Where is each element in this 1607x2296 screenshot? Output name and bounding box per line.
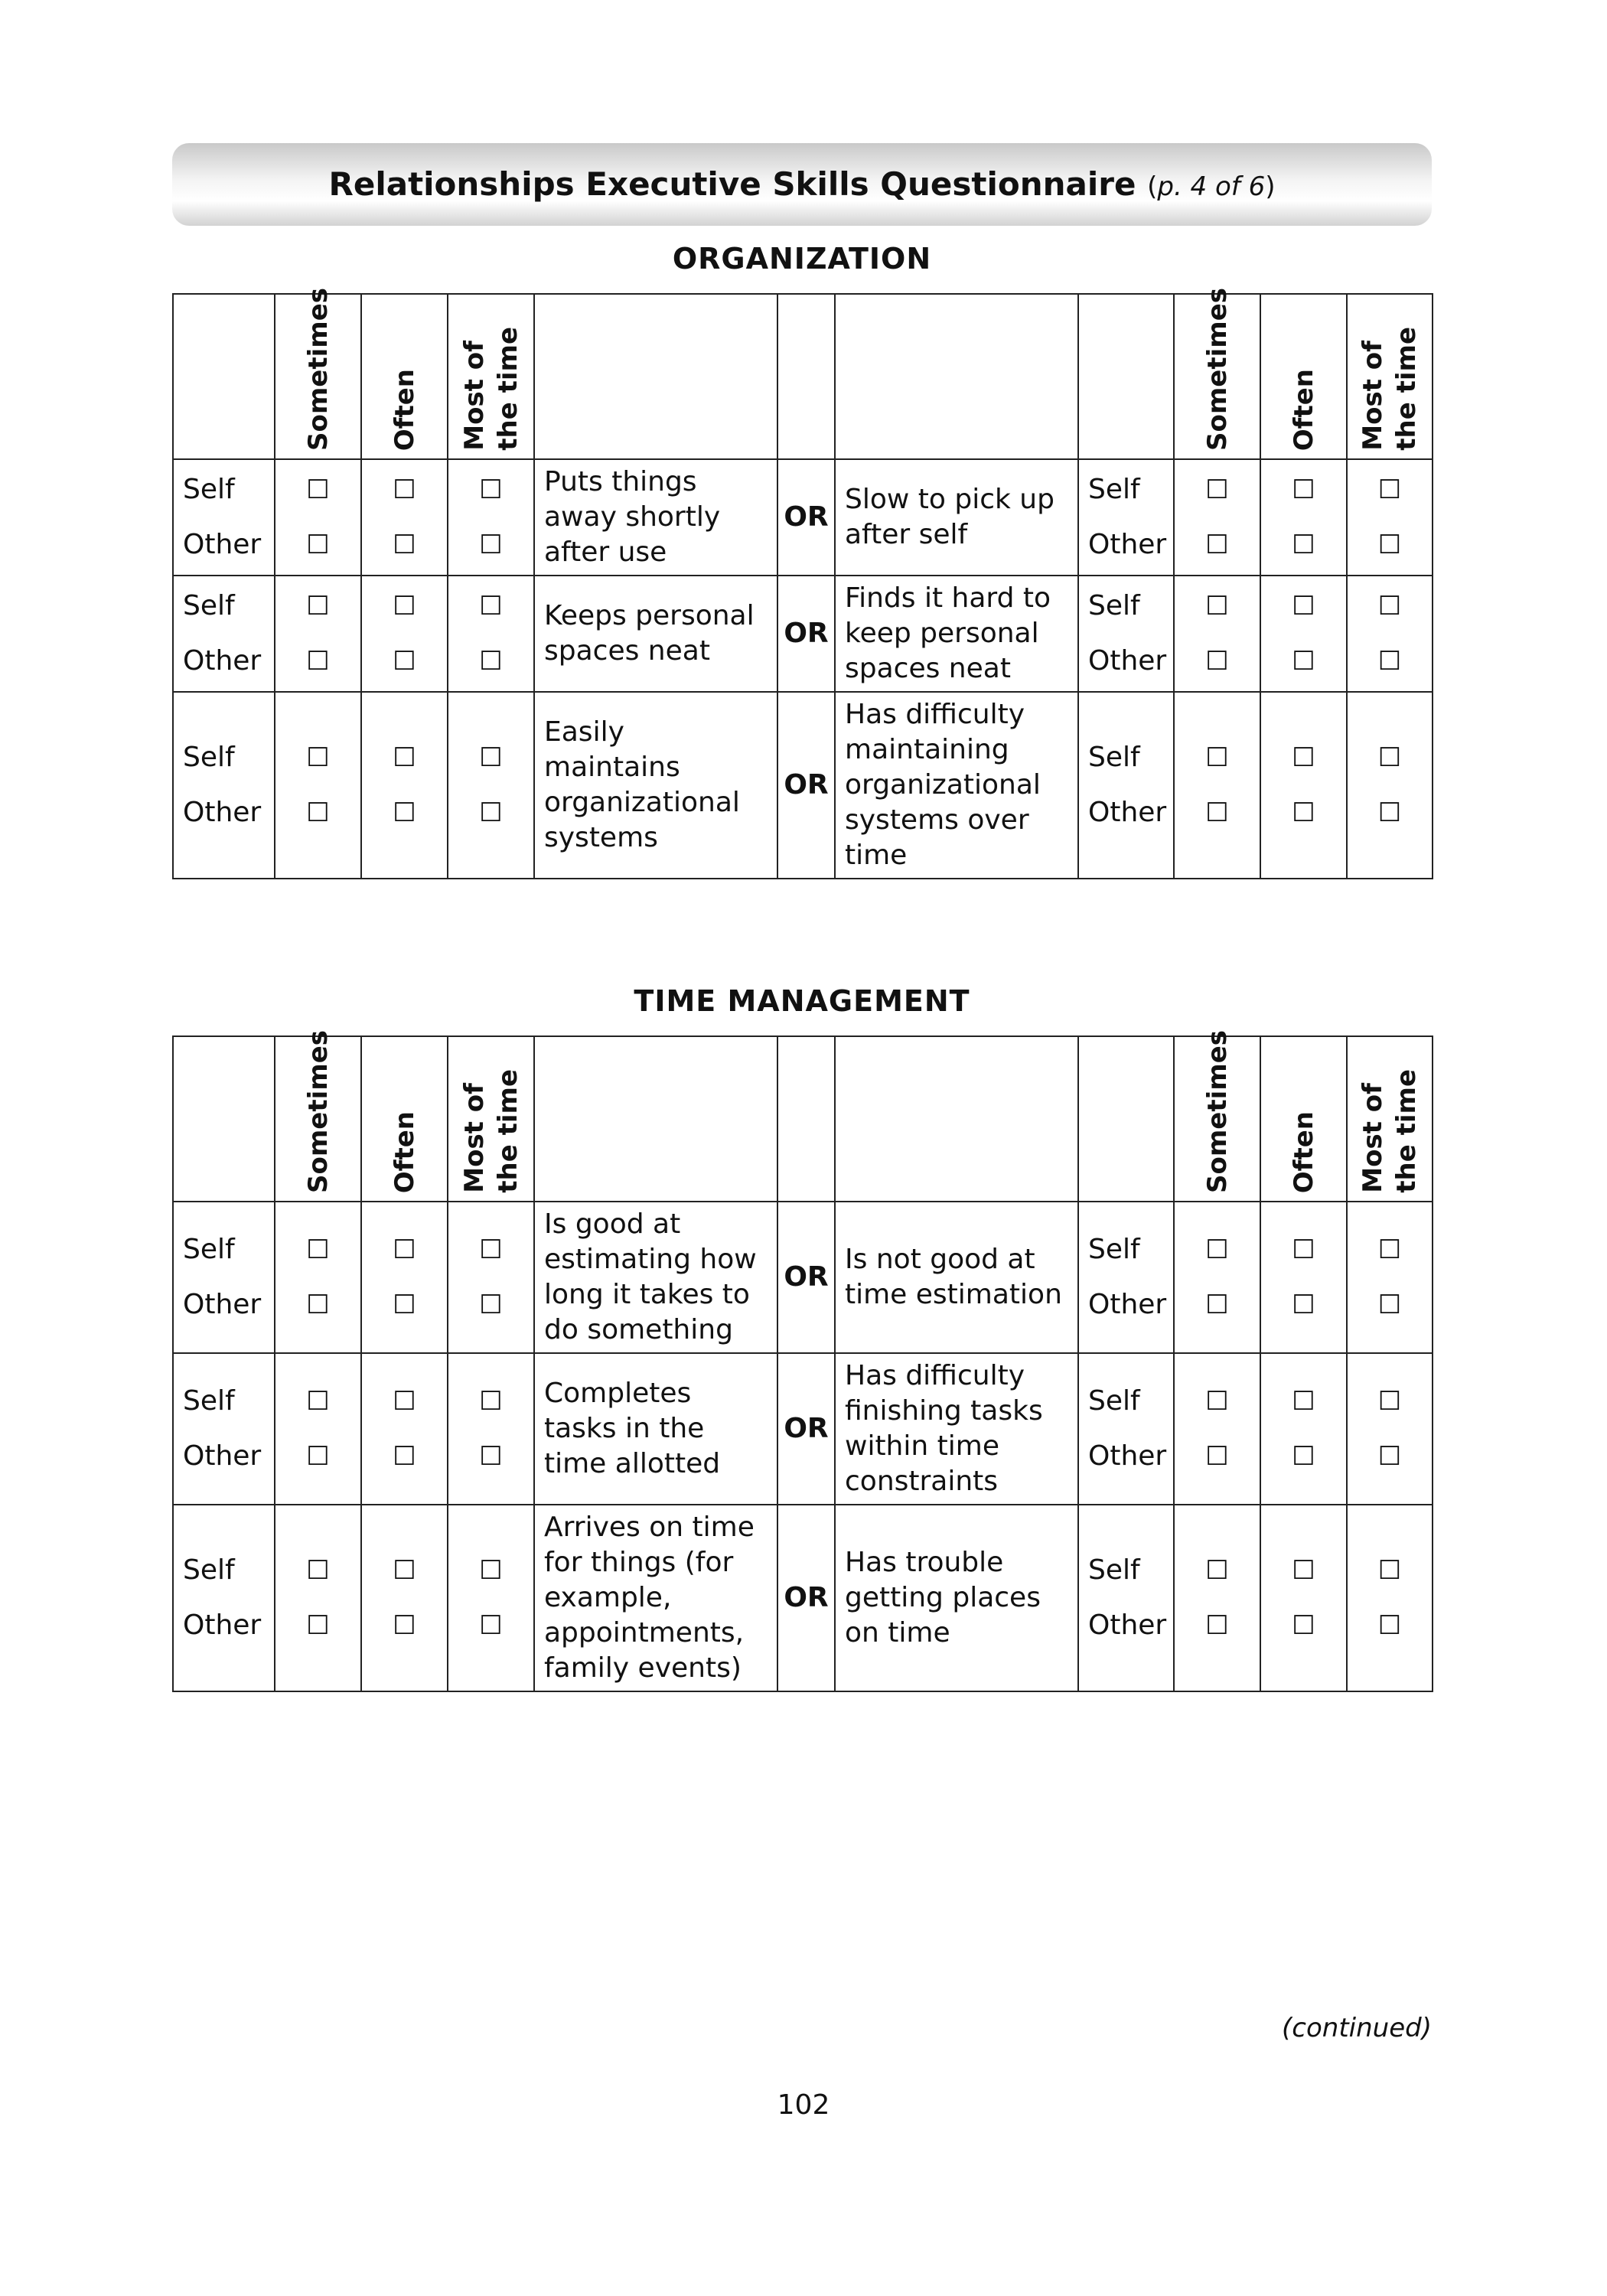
- left-sometimes-other-checkbox[interactable]: ☐: [306, 530, 330, 560]
- left-sometimes-self-checkbox[interactable]: ☐: [306, 475, 330, 505]
- self-label: Self: [1088, 474, 1140, 505]
- right-respondent-labels: [1078, 576, 1174, 692]
- left-most-other-checkbox[interactable]: ☐: [479, 1610, 503, 1641]
- self-label: Self: [1088, 1385, 1140, 1417]
- left-sometimes-self-checkbox[interactable]: ☐: [306, 591, 330, 621]
- negative-behavior: Finds it hard to keep personal spaces neat: [835, 576, 1078, 692]
- left-respondent-labels: [173, 1353, 275, 1505]
- other-label: Other: [183, 1609, 262, 1641]
- right-often-other-checkbox[interactable]: ☐: [1292, 646, 1315, 677]
- left-often-cell: [361, 692, 448, 879]
- right-most-other-checkbox[interactable]: ☐: [1377, 530, 1402, 560]
- header-cell: [1260, 294, 1347, 459]
- right-most-other-checkbox[interactable]: ☐: [1377, 1610, 1402, 1641]
- other-label: Other: [1088, 797, 1167, 828]
- positive-behavior: Easily maintains organizational systems: [534, 692, 777, 879]
- right-often-self-checkbox[interactable]: ☐: [1292, 591, 1315, 621]
- page-indicator: (p. 4 of 6): [1147, 171, 1276, 202]
- right-often-cell: [1260, 576, 1347, 692]
- header-cell: [448, 1036, 534, 1202]
- self-label: Self: [183, 1554, 235, 1586]
- right-sometimes-other-checkbox[interactable]: ☐: [1205, 1441, 1229, 1472]
- left-most-cell: [448, 1505, 534, 1691]
- right-often-self-checkbox[interactable]: ☐: [1292, 742, 1315, 773]
- other-label: Other: [1088, 1289, 1167, 1320]
- other-label: Other: [1088, 1609, 1167, 1641]
- right-most-self-checkbox[interactable]: ☐: [1377, 1234, 1402, 1265]
- left-sometimes-self-checkbox[interactable]: ☐: [306, 1386, 330, 1417]
- right-most-cell: [1347, 576, 1433, 692]
- header-cell: [777, 1036, 835, 1202]
- right-most-self-checkbox[interactable]: ☐: [1377, 1386, 1402, 1417]
- self-label: Self: [1088, 742, 1140, 773]
- right-respondent-labels: [1078, 1505, 1174, 1691]
- left-often-other-checkbox[interactable]: ☐: [393, 1441, 416, 1472]
- positive-behavior: Arrives on time for things (for example, appointments, family events): [534, 1505, 777, 1691]
- left-sometimes-other-checkbox[interactable]: ☐: [306, 1610, 330, 1641]
- left-often-cell: [361, 1505, 448, 1691]
- negative-behavior: Has difficulty finishing tasks within time constraints: [835, 1353, 1078, 1505]
- self-label: Self: [1088, 590, 1140, 621]
- right-often-other-checkbox[interactable]: ☐: [1292, 1290, 1315, 1320]
- header-cell: [1260, 1036, 1347, 1202]
- left-sometimes-other-checkbox[interactable]: ☐: [306, 646, 330, 677]
- right-most-other-checkbox[interactable]: ☐: [1377, 1441, 1402, 1472]
- other-label: Other: [1088, 645, 1167, 677]
- right-often-self-checkbox[interactable]: ☐: [1292, 1234, 1315, 1265]
- continued-note: (continued): [1282, 2013, 1432, 2043]
- left-most-self-checkbox[interactable]: ☐: [479, 742, 503, 773]
- left-often-self-checkbox[interactable]: ☐: [393, 591, 416, 621]
- right-sometimes-other-checkbox[interactable]: ☐: [1205, 1290, 1229, 1320]
- column-header-most: [448, 1037, 533, 1201]
- header-cell: [173, 1036, 275, 1202]
- other-label: Other: [183, 1440, 262, 1472]
- positive-behavior: Is good at estimating how long it takes to do something: [534, 1202, 777, 1353]
- column-header-often: [362, 1037, 447, 1201]
- right-sometimes-other-checkbox[interactable]: ☐: [1205, 797, 1229, 828]
- header-cell: [1078, 1036, 1174, 1202]
- header-cell: [448, 294, 534, 459]
- header-cell: [361, 1036, 448, 1202]
- header-row: [173, 1036, 1433, 1202]
- left-respondent-labels: [173, 1202, 275, 1353]
- right-most-self-checkbox[interactable]: ☐: [1377, 591, 1402, 621]
- left-often-other-checkbox[interactable]: ☐: [393, 530, 416, 560]
- right-sometimes-self-checkbox[interactable]: ☐: [1205, 1234, 1229, 1265]
- header-cell: [1347, 294, 1433, 459]
- right-sometimes-self-checkbox[interactable]: ☐: [1205, 1386, 1229, 1417]
- section-title-organization: ORGANIZATION: [672, 242, 932, 276]
- column-header-sometimes: [1175, 288, 1260, 458]
- right-sometimes-other-checkbox[interactable]: ☐: [1205, 1610, 1229, 1641]
- question-row: [173, 1202, 1433, 1353]
- other-label: Other: [183, 529, 262, 560]
- other-label: Other: [1088, 1440, 1167, 1472]
- column-header-sometimes: [275, 1030, 360, 1201]
- left-often-other-checkbox[interactable]: ☐: [393, 1290, 416, 1320]
- or-label: OR: [777, 576, 835, 692]
- left-most-self-checkbox[interactable]: ☐: [479, 1234, 503, 1265]
- right-sometimes-cell: [1174, 1353, 1260, 1505]
- positive-behavior: Keeps personal spaces neat: [534, 576, 777, 692]
- left-sometimes-other-checkbox[interactable]: ☐: [306, 1290, 330, 1320]
- right-sometimes-self-checkbox[interactable]: ☐: [1205, 742, 1229, 773]
- self-label: Self: [1088, 1554, 1140, 1586]
- right-most-cell: [1347, 1353, 1433, 1505]
- left-sometimes-cell: [275, 459, 361, 576]
- right-respondent-labels: [1078, 692, 1174, 879]
- self-label: Self: [183, 742, 235, 773]
- right-sometimes-cell: [1174, 1505, 1260, 1691]
- left-often-self-checkbox[interactable]: ☐: [393, 475, 416, 505]
- right-sometimes-other-checkbox[interactable]: ☐: [1205, 530, 1229, 560]
- negative-behavior: Has trouble getting places on time: [835, 1505, 1078, 1691]
- or-label: OR: [777, 692, 835, 879]
- left-most-cell: [448, 576, 534, 692]
- left-respondent-labels: [173, 692, 275, 879]
- column-header-most: [1348, 1037, 1432, 1201]
- left-most-other-checkbox[interactable]: ☐: [479, 1441, 503, 1472]
- left-sometimes-other-checkbox[interactable]: ☐: [306, 1441, 330, 1472]
- header-cell: [275, 1030, 361, 1202]
- left-often-cell: [361, 1353, 448, 1505]
- left-respondent-labels: [173, 459, 275, 576]
- question-row: [173, 1505, 1433, 1691]
- right-often-other-checkbox[interactable]: ☐: [1292, 1441, 1315, 1472]
- column-header-sometimes-label: Sometimes: [302, 1030, 334, 1193]
- other-label: Other: [183, 1289, 262, 1320]
- left-most-cell: [448, 692, 534, 879]
- right-sometimes-cell: [1174, 459, 1260, 576]
- left-most-self-checkbox[interactable]: ☐: [479, 1386, 503, 1417]
- right-respondent-labels: [1078, 1353, 1174, 1505]
- left-sometimes-cell: [275, 1202, 361, 1353]
- left-respondent-labels: [173, 1505, 275, 1691]
- header-cell: [173, 294, 275, 459]
- self-label: Self: [183, 590, 235, 621]
- self-label: Self: [183, 474, 235, 505]
- left-often-cell: [361, 1202, 448, 1353]
- negative-behavior: Has difficulty maintaining organizational systems over time: [835, 692, 1078, 879]
- left-sometimes-cell: [275, 1505, 361, 1691]
- column-header-sometimes: [1175, 1030, 1260, 1201]
- column-header-often-label: Often: [389, 368, 420, 451]
- or-label: OR: [777, 1353, 835, 1505]
- header-cell: [534, 1036, 777, 1202]
- right-often-self-checkbox[interactable]: ☐: [1292, 1555, 1315, 1586]
- right-most-cell: [1347, 1202, 1433, 1353]
- column-header-sometimes-label: Sometimes: [302, 288, 334, 451]
- section-title-time-management: TIME MANAGEMENT: [634, 984, 970, 1018]
- header-cell: [1174, 288, 1260, 459]
- column-header-most-label: Most of the time: [1358, 1069, 1422, 1193]
- header-cell: [777, 294, 835, 459]
- right-sometimes-self-checkbox[interactable]: ☐: [1205, 1555, 1229, 1586]
- right-often-cell: [1260, 1505, 1347, 1691]
- left-most-other-checkbox[interactable]: ☐: [479, 797, 503, 828]
- page-number: 102: [777, 2089, 830, 2121]
- left-sometimes-self-checkbox[interactable]: ☐: [306, 1555, 330, 1586]
- left-sometimes-cell: [275, 576, 361, 692]
- positive-behavior: Puts things away shortly after use: [534, 459, 777, 576]
- right-sometimes-self-checkbox[interactable]: ☐: [1205, 475, 1229, 505]
- right-sometimes-self-checkbox[interactable]: ☐: [1205, 591, 1229, 621]
- column-header-sometimes-label: Sometimes: [1201, 288, 1233, 451]
- column-header-often-label: Often: [389, 1110, 420, 1193]
- column-header-most: [448, 295, 533, 458]
- or-label: OR: [777, 1505, 835, 1691]
- right-often-other-checkbox[interactable]: ☐: [1292, 797, 1315, 828]
- left-most-other-checkbox[interactable]: ☐: [479, 646, 503, 677]
- question-row: [173, 459, 1433, 576]
- left-often-cell: [361, 459, 448, 576]
- right-most-cell: [1347, 1505, 1433, 1691]
- right-often-other-checkbox[interactable]: ☐: [1292, 1610, 1315, 1641]
- column-header-most-label: Most of the time: [1358, 327, 1422, 451]
- right-most-cell: [1347, 692, 1433, 879]
- right-most-cell: [1347, 459, 1433, 576]
- right-sometimes-cell: [1174, 692, 1260, 879]
- page-title: Relationships Executive Skills Questionnaire: [328, 165, 1136, 203]
- left-most-other-checkbox[interactable]: ☐: [479, 530, 503, 560]
- left-often-other-checkbox[interactable]: ☐: [393, 646, 416, 677]
- left-often-other-checkbox[interactable]: ☐: [393, 1610, 416, 1641]
- self-label: Self: [1088, 1234, 1140, 1265]
- column-header-sometimes: [275, 288, 360, 458]
- left-most-other-checkbox[interactable]: ☐: [479, 1290, 503, 1320]
- right-often-other-checkbox[interactable]: ☐: [1292, 530, 1315, 560]
- right-often-self-checkbox[interactable]: ☐: [1292, 1386, 1315, 1417]
- left-often-self-checkbox[interactable]: ☐: [393, 1386, 416, 1417]
- column-header-often: [1261, 295, 1346, 458]
- question-row: [173, 692, 1433, 879]
- right-often-cell: [1260, 692, 1347, 879]
- left-often-cell: [361, 576, 448, 692]
- column-header-often-label: Often: [1288, 1110, 1319, 1193]
- left-sometimes-self-checkbox[interactable]: ☐: [306, 1234, 330, 1265]
- right-respondent-labels: [1078, 459, 1174, 576]
- left-sometimes-cell: [275, 692, 361, 879]
- right-most-self-checkbox[interactable]: ☐: [1377, 742, 1402, 773]
- right-often-cell: [1260, 459, 1347, 576]
- positive-behavior: Completes tasks in the time allotted: [534, 1353, 777, 1505]
- right-often-cell: [1260, 1353, 1347, 1505]
- right-most-self-checkbox[interactable]: ☐: [1377, 475, 1402, 505]
- right-often-self-checkbox[interactable]: ☐: [1292, 475, 1315, 505]
- left-most-cell: [448, 1202, 534, 1353]
- left-sometimes-cell: [275, 1353, 361, 1505]
- other-label: Other: [1088, 529, 1167, 560]
- other-label: Other: [183, 645, 262, 677]
- or-label: OR: [777, 459, 835, 576]
- column-header-most-label: Most of the time: [458, 1069, 523, 1193]
- left-often-other-checkbox[interactable]: ☐: [393, 797, 416, 828]
- column-header-sometimes-label: Sometimes: [1201, 1030, 1233, 1193]
- header-cell: [1347, 1036, 1433, 1202]
- organization-table: [172, 288, 1433, 879]
- right-most-other-checkbox[interactable]: ☐: [1377, 1290, 1402, 1320]
- right-most-other-checkbox[interactable]: ☐: [1377, 797, 1402, 828]
- right-sometimes-cell: [1174, 576, 1260, 692]
- right-most-other-checkbox[interactable]: ☐: [1377, 646, 1402, 677]
- page-title-bar: [172, 143, 1432, 226]
- left-often-self-checkbox[interactable]: ☐: [393, 1555, 416, 1586]
- header-cell: [275, 288, 361, 459]
- right-sometimes-cell: [1174, 1202, 1260, 1353]
- other-label: Other: [183, 797, 262, 828]
- left-most-self-checkbox[interactable]: ☐: [479, 475, 503, 505]
- left-sometimes-self-checkbox[interactable]: ☐: [306, 742, 330, 773]
- left-most-cell: [448, 1353, 534, 1505]
- header-cell: [1078, 294, 1174, 459]
- question-row: [173, 1353, 1433, 1505]
- header-cell: [1174, 1030, 1260, 1202]
- negative-behavior: Slow to pick up after self: [835, 459, 1078, 576]
- left-most-self-checkbox[interactable]: ☐: [479, 1555, 503, 1586]
- or-label: OR: [777, 1202, 835, 1353]
- time-management-table: [172, 1030, 1433, 1692]
- header-cell: [835, 294, 1078, 459]
- right-respondent-labels: [1078, 1202, 1174, 1353]
- left-most-self-checkbox[interactable]: ☐: [479, 591, 503, 621]
- left-respondent-labels: [173, 576, 275, 692]
- header-row: [173, 294, 1433, 459]
- right-sometimes-other-checkbox[interactable]: ☐: [1205, 646, 1229, 677]
- column-header-often: [1261, 1037, 1346, 1201]
- right-most-self-checkbox[interactable]: ☐: [1377, 1555, 1402, 1586]
- column-header-most-label: Most of the time: [458, 327, 523, 451]
- column-header-most: [1348, 295, 1432, 458]
- left-sometimes-other-checkbox[interactable]: ☐: [306, 797, 330, 828]
- left-most-cell: [448, 459, 534, 576]
- header-cell: [361, 294, 448, 459]
- left-often-self-checkbox[interactable]: ☐: [393, 742, 416, 773]
- header-cell: [534, 294, 777, 459]
- column-header-often: [362, 295, 447, 458]
- question-row: [173, 576, 1433, 692]
- right-often-cell: [1260, 1202, 1347, 1353]
- column-header-often-label: Often: [1288, 368, 1319, 451]
- negative-behavior: Is not good at time estimation: [835, 1202, 1078, 1353]
- left-often-self-checkbox[interactable]: ☐: [393, 1234, 416, 1265]
- header-cell: [835, 1036, 1078, 1202]
- self-label: Self: [183, 1234, 235, 1265]
- self-label: Self: [183, 1385, 235, 1417]
